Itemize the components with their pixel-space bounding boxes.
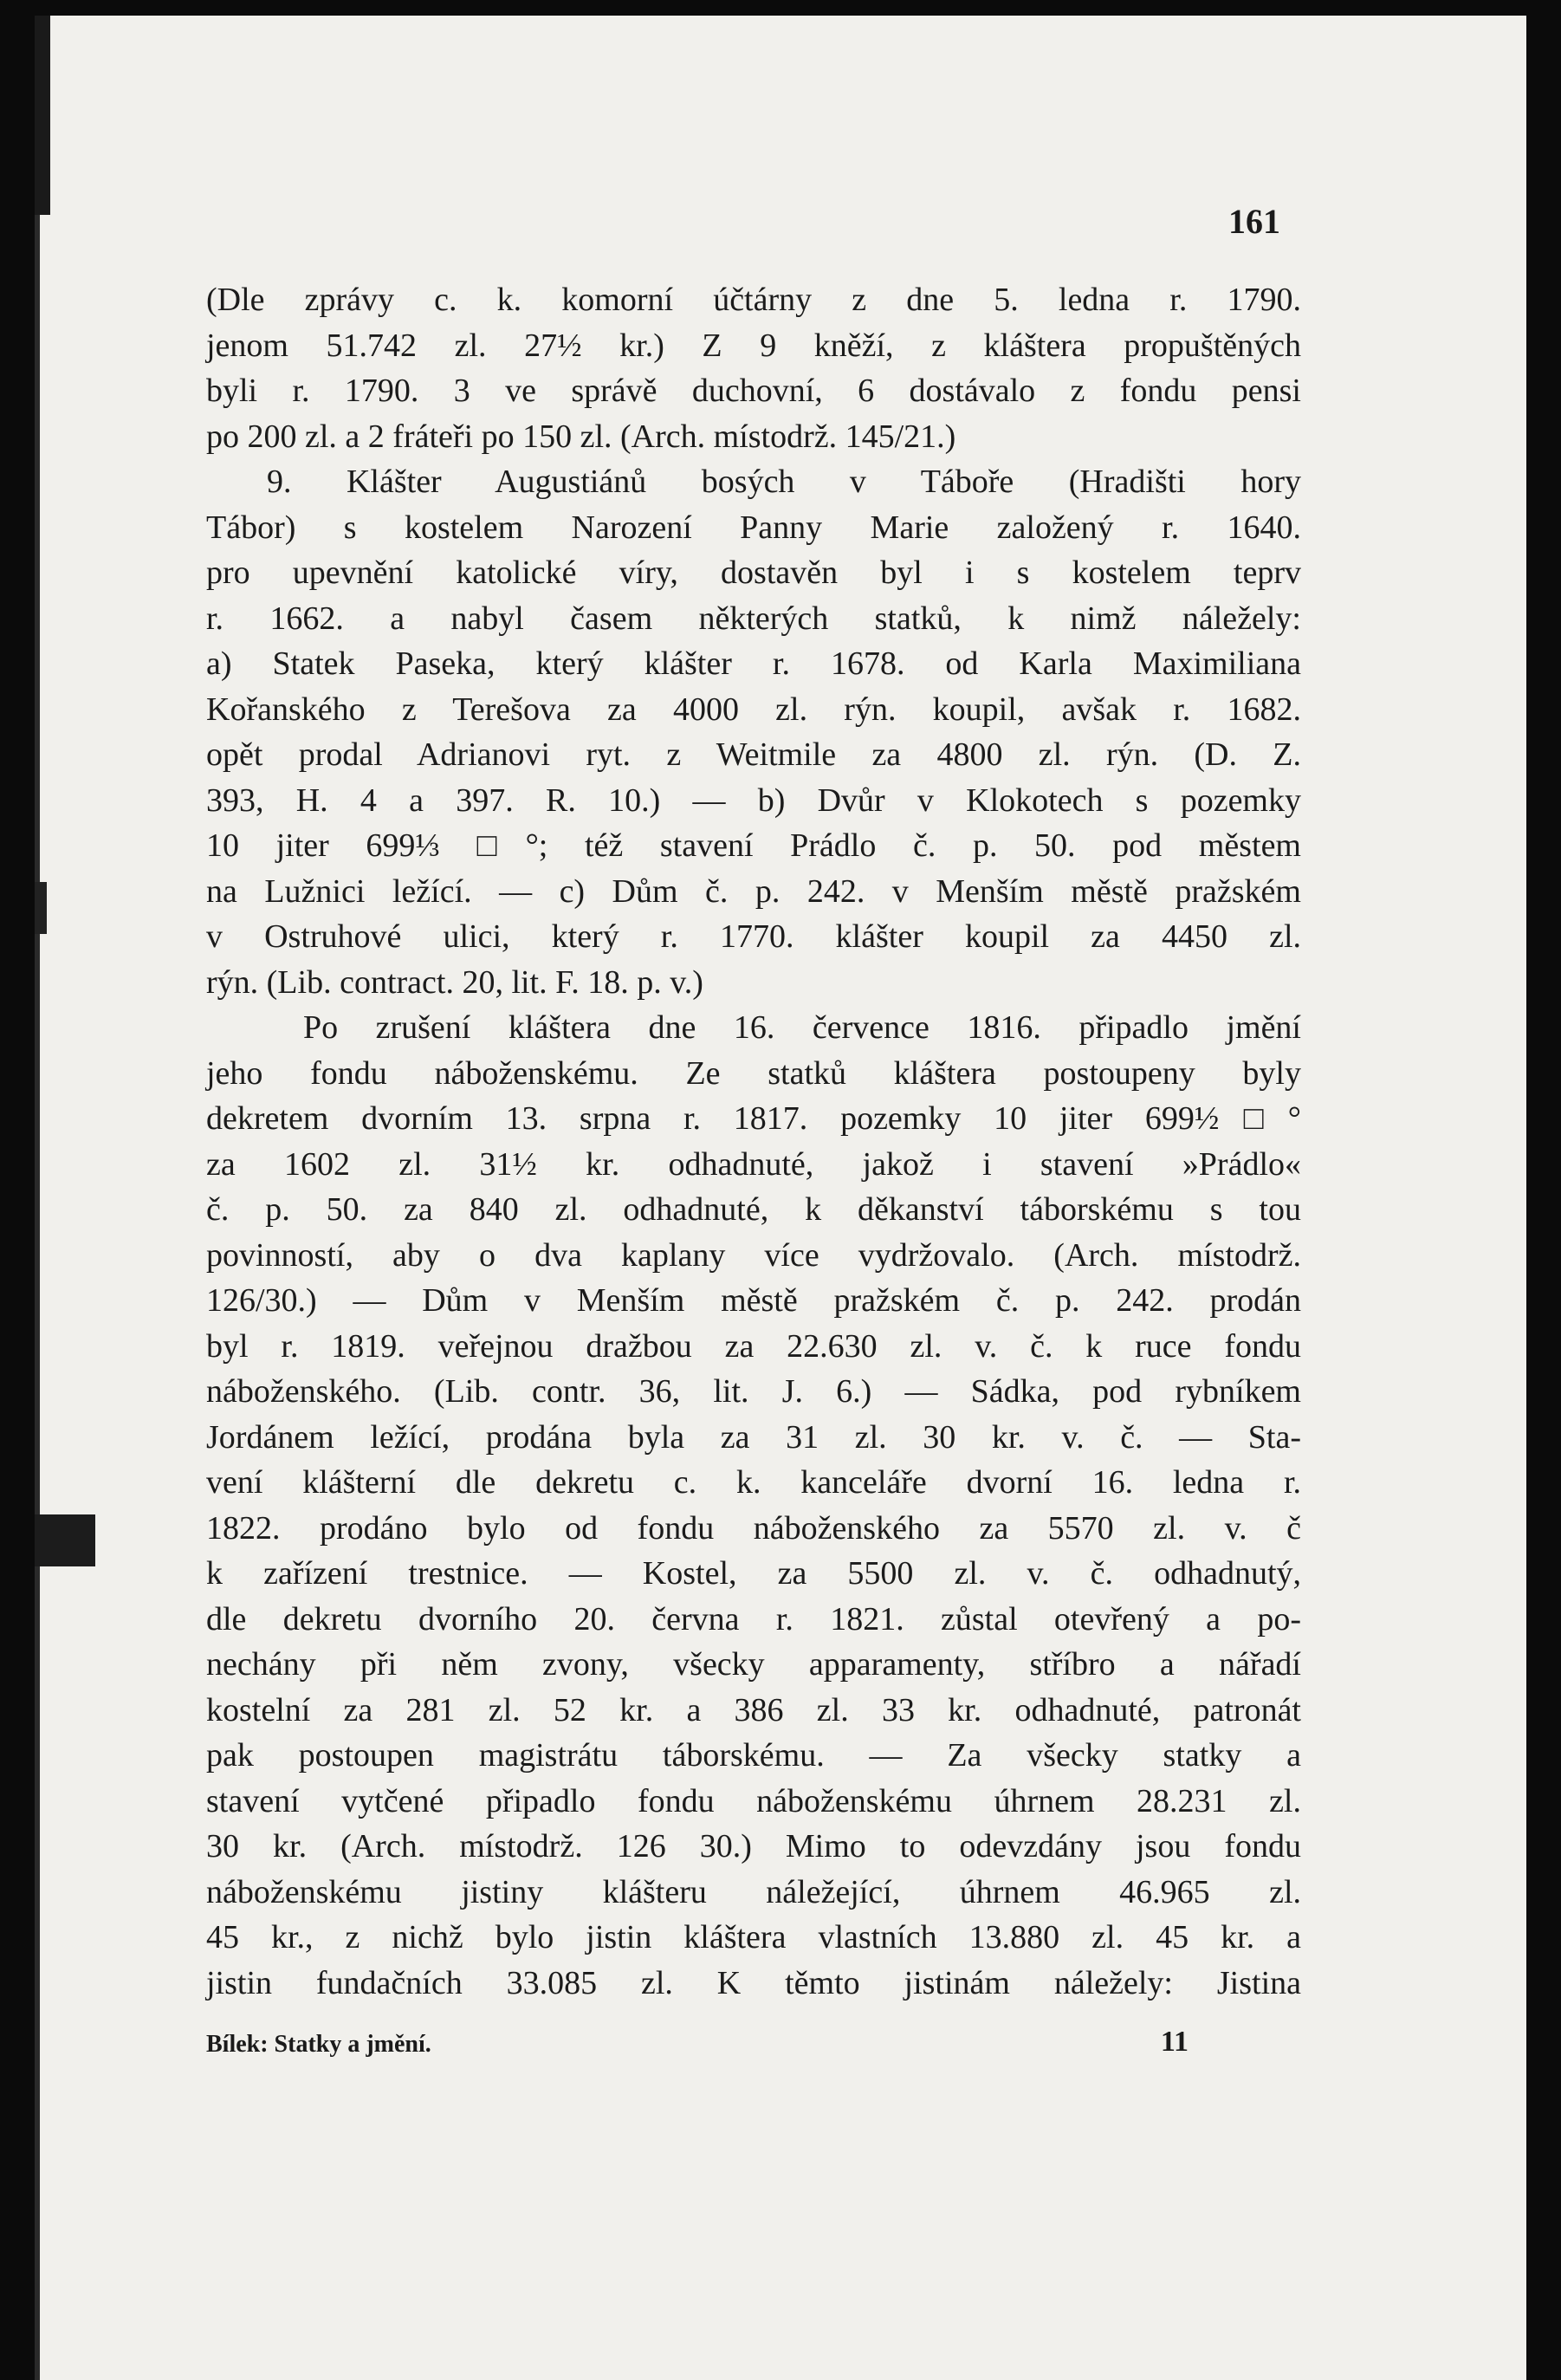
page-footer [206,2026,1301,2059]
text-line: 393, H. 4 a 397. R. 10.) — b) Dvůr v Klokotech s pozemky [206,781,1301,819]
binding-mark [35,16,50,215]
text-line: v Ostruhové ulici, který r. 1770. klášter koupil za 4450 zl. [206,918,1301,955]
text-line: pak postoupen magistrátu táborskému. — Za všecky statky a [206,1737,1301,1774]
binding-shadow [35,16,40,2380]
text-line: k zařízení trestnice. — Kostel, za 5500 zl. v. č. odhadnutý, [206,1555,1301,1592]
text-line: po 200 zl. a 2 fráteři po 150 zl. (Arch. místodrž. 145/21.) [206,418,956,455]
text-line: rýn. (Lib. contract. 20, lit. F. 18. p. v.) [206,963,703,1001]
text-line: pro upevnění katolické víry, dostavěn byl i s kostelem teprv [206,554,1301,591]
text-line: Jordánem ležící, prodána byla za 31 zl. 30 kr. v. č. — Sta- [206,1418,1301,1456]
binding-mark [35,882,47,934]
text-line: na Lužnici ležící. — c) Dům č. p. 242. v Menším městě pražském [206,872,1301,910]
text-line: Po zrušení kláštera dne 16. července 1816. připadlo jmění [303,1009,1301,1046]
text-line: jeho fondu náboženskému. Ze statků kláštera postoupeny byly [206,1054,1301,1092]
text-line: 9. Klášter Augustiánů bosých v Táboře (Hradišti hory [267,464,1301,500]
binding-mark [35,1514,95,1566]
text-line: jistin fundačních 33.085 zl. K těmto jistinám náležely: Jistina [206,1964,1301,2001]
text-line: Kořanského z Terešova za 4000 zl. rýn. koupil, avšak r. 1682. [206,691,1301,728]
text-line: r. 1662. a nabyl časem některých statků, k nimž náležely: [206,600,1301,637]
running-title: Bílek: Statky a jmění. [206,2031,431,2058]
text-line: opět prodal Adrianovi ryt. z Weitmile za 4800 zl. rýn. (D. Z. [206,736,1301,773]
text-line: náboženskému jistiny klášteru náležející, úhrnem 46.965 zl. [206,1873,1301,1910]
text-line: 126/30.) — Dům v Menším městě pražském č. p. 242. prodán [206,1282,1301,1319]
text-line: č. p. 50. za 840 zl. odhadnuté, k děkanství táborskému s tou [206,1191,1301,1228]
text-line: za 1602 zl. 31½ kr. odhadnuté, jakož i stavení »Prádlo« [206,1145,1301,1183]
text-line: vení klášterní dle dekretu c. k. kanceláře dvorní 16. ledna r. [206,1464,1301,1501]
text-line: dle dekretu dvorního 20. června r. 1821. zůstal otevřený a po- [206,1600,1301,1637]
text-line: a) Statek Paseka, který klášter r. 1678. od Karla Maximiliana [206,645,1301,682]
text-line: 30 kr. (Arch. místodrž. 126 30.) Mimo to odevzdány jsou fondu [206,1828,1301,1864]
text-line: 45 kr., z nichž bylo jistin kláštera vlastních 13.880 zl. 45 kr. a [206,1919,1301,1955]
text-line: povinností, aby o dva kaplany více vydržovalo. (Arch. místodrž. [206,1236,1301,1274]
text-line: náboženského. (Lib. contr. 36, lit. J. 6.) — Sádka, pod rybníkem [206,1373,1301,1410]
text-line: (Dle zprávy c. k. komorní účtárny z dne 5. ledna r. 1790. [206,282,1301,318]
text-line: dekretem dvorním 13. srpna r. 1817. pozemky 10 jiter 699½□° [206,1100,1301,1137]
text-line: byli r. 1790. 3 ve správě duchovní, 6 dostávalo z fondu pensi [206,373,1301,409]
text-line: nechány při něm zvony, všecky apparamenty, stříbro a nářadí [206,1646,1301,1683]
page-number: 161 [1228,202,1280,241]
scanned-page [35,16,1526,2380]
signature-mark: 11 [1160,2026,1189,2058]
text-line: byl r. 1819. veřejnou dražbou za 22.630 zl. v. č. k ruce fondu [206,1327,1301,1365]
text-line: Tábor) s kostelem Narození Panny Marie založený r. 1640. [206,509,1301,546]
text-line: 1822. prodáno bylo od fondu náboženského za 5570 zl. v. č [206,1509,1301,1547]
text-line: stavení vytčené připadlo fondu náboženskému úhrnem 28.231 zl. [206,1782,1301,1819]
body-text [206,277,1301,2006]
text-line: jenom 51.742 zl. 27½ kr.) Z 9 kněží, z kláštera propuštěných [206,327,1301,364]
text-line: kostelní za 281 zl. 52 kr. a 386 zl. 33 kr. odhadnuté, patronát [206,1691,1301,1728]
text-line: 10 jiter 699⅓ □°; též stavení Prádlo č. p. 50. pod městem [206,827,1301,864]
